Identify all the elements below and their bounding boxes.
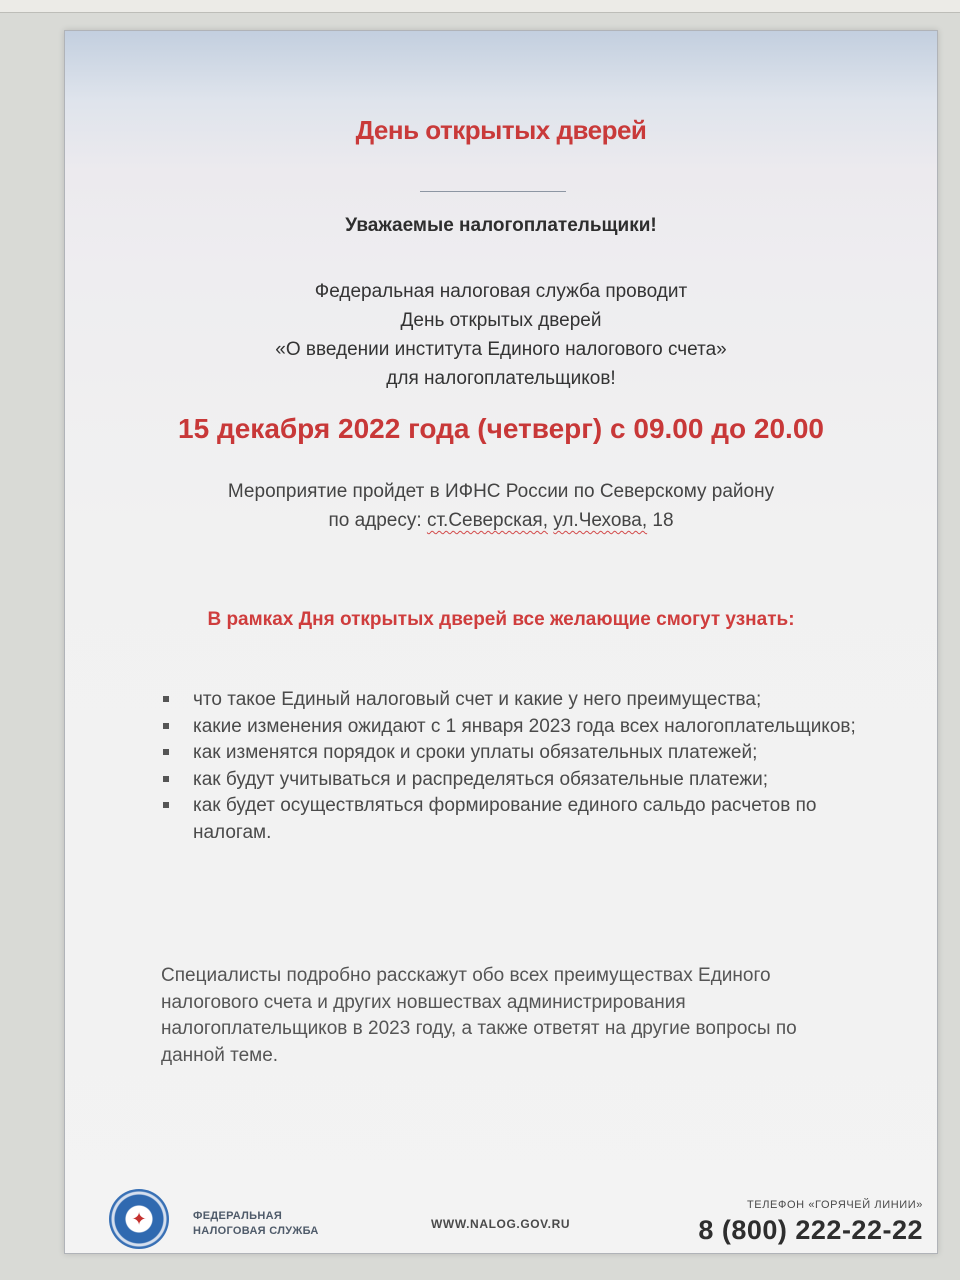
- closing-paragraph: Специалисты подробно расскажут обо всех преимуществах Единого налогового счета и других новшествах администрирования налогоплательщиков в 2023 году, а также ответят на другие вопросы по данной теме.: [161, 965, 797, 1066]
- fns-emblem-icon: [109, 1189, 169, 1249]
- org-name-line: НАЛОГОВАЯ СЛУЖБА: [193, 1225, 319, 1237]
- hotline-label: ТЕЛЕФОН «ГОРЯЧЕЙ ЛИНИИ»: [746, 1199, 923, 1211]
- list-item: как изменятся порядок и сроки уплаты обязательных платежей;: [161, 740, 861, 767]
- intro-line: для налогоплательщиков!: [386, 368, 616, 389]
- org-name: [193, 1209, 319, 1239]
- org-name-line: ФЕДЕРАЛЬНАЯ: [193, 1210, 283, 1222]
- hotline-phone: 8 (800) 222-22-22: [698, 1215, 923, 1245]
- venue-address: [65, 506, 937, 535]
- footer: [95, 1181, 937, 1253]
- greeting: Уважаемые налогоплательщики!: [345, 215, 657, 236]
- eagle-icon: ✦: [131, 1209, 147, 1229]
- notice-sheet: [64, 30, 938, 1254]
- topics-heading: В рамках Дня открытых дверей все желающие смогут узнать:: [207, 609, 795, 630]
- address-village: ст.Северская,: [426, 510, 548, 531]
- address-street: ул.Чехова,: [553, 510, 648, 531]
- address-prefix: по адресу:: [328, 510, 422, 531]
- intro-block: [65, 277, 937, 393]
- list-item: как будут учитываться и распределяться обязательные платежи;: [161, 767, 861, 794]
- venue-block: [65, 477, 937, 535]
- intro-line: День открытых дверей: [400, 310, 602, 331]
- event-date: 15 декабря 2022 года (четверг) с 09.00 до 20.00: [178, 413, 824, 444]
- venue-line: Мероприятие пройдет в ИФНС России по Северскому району: [227, 481, 775, 502]
- intro-line: Федеральная налоговая служба проводит: [314, 281, 688, 302]
- address-number: 18: [652, 510, 674, 531]
- website-link[interactable]: WWW.NALOG.GOV.RU: [431, 1217, 571, 1231]
- list-item: как будет осуществляться формирование единого сальдо расчетов по налогам.: [161, 793, 861, 846]
- list-item: что такое Единый налоговый счет и какие у него преимущества;: [161, 687, 861, 714]
- topics-list: [161, 687, 861, 846]
- notice-title: День открытых дверей: [355, 115, 647, 145]
- title-divider: [420, 191, 566, 192]
- intro-line: «О введении института Единого налогового счета»: [275, 339, 727, 360]
- window-top-strip: [0, 0, 960, 13]
- list-item: какие изменения ожидают с 1 января 2023 года всех налогоплательщиков;: [161, 714, 861, 741]
